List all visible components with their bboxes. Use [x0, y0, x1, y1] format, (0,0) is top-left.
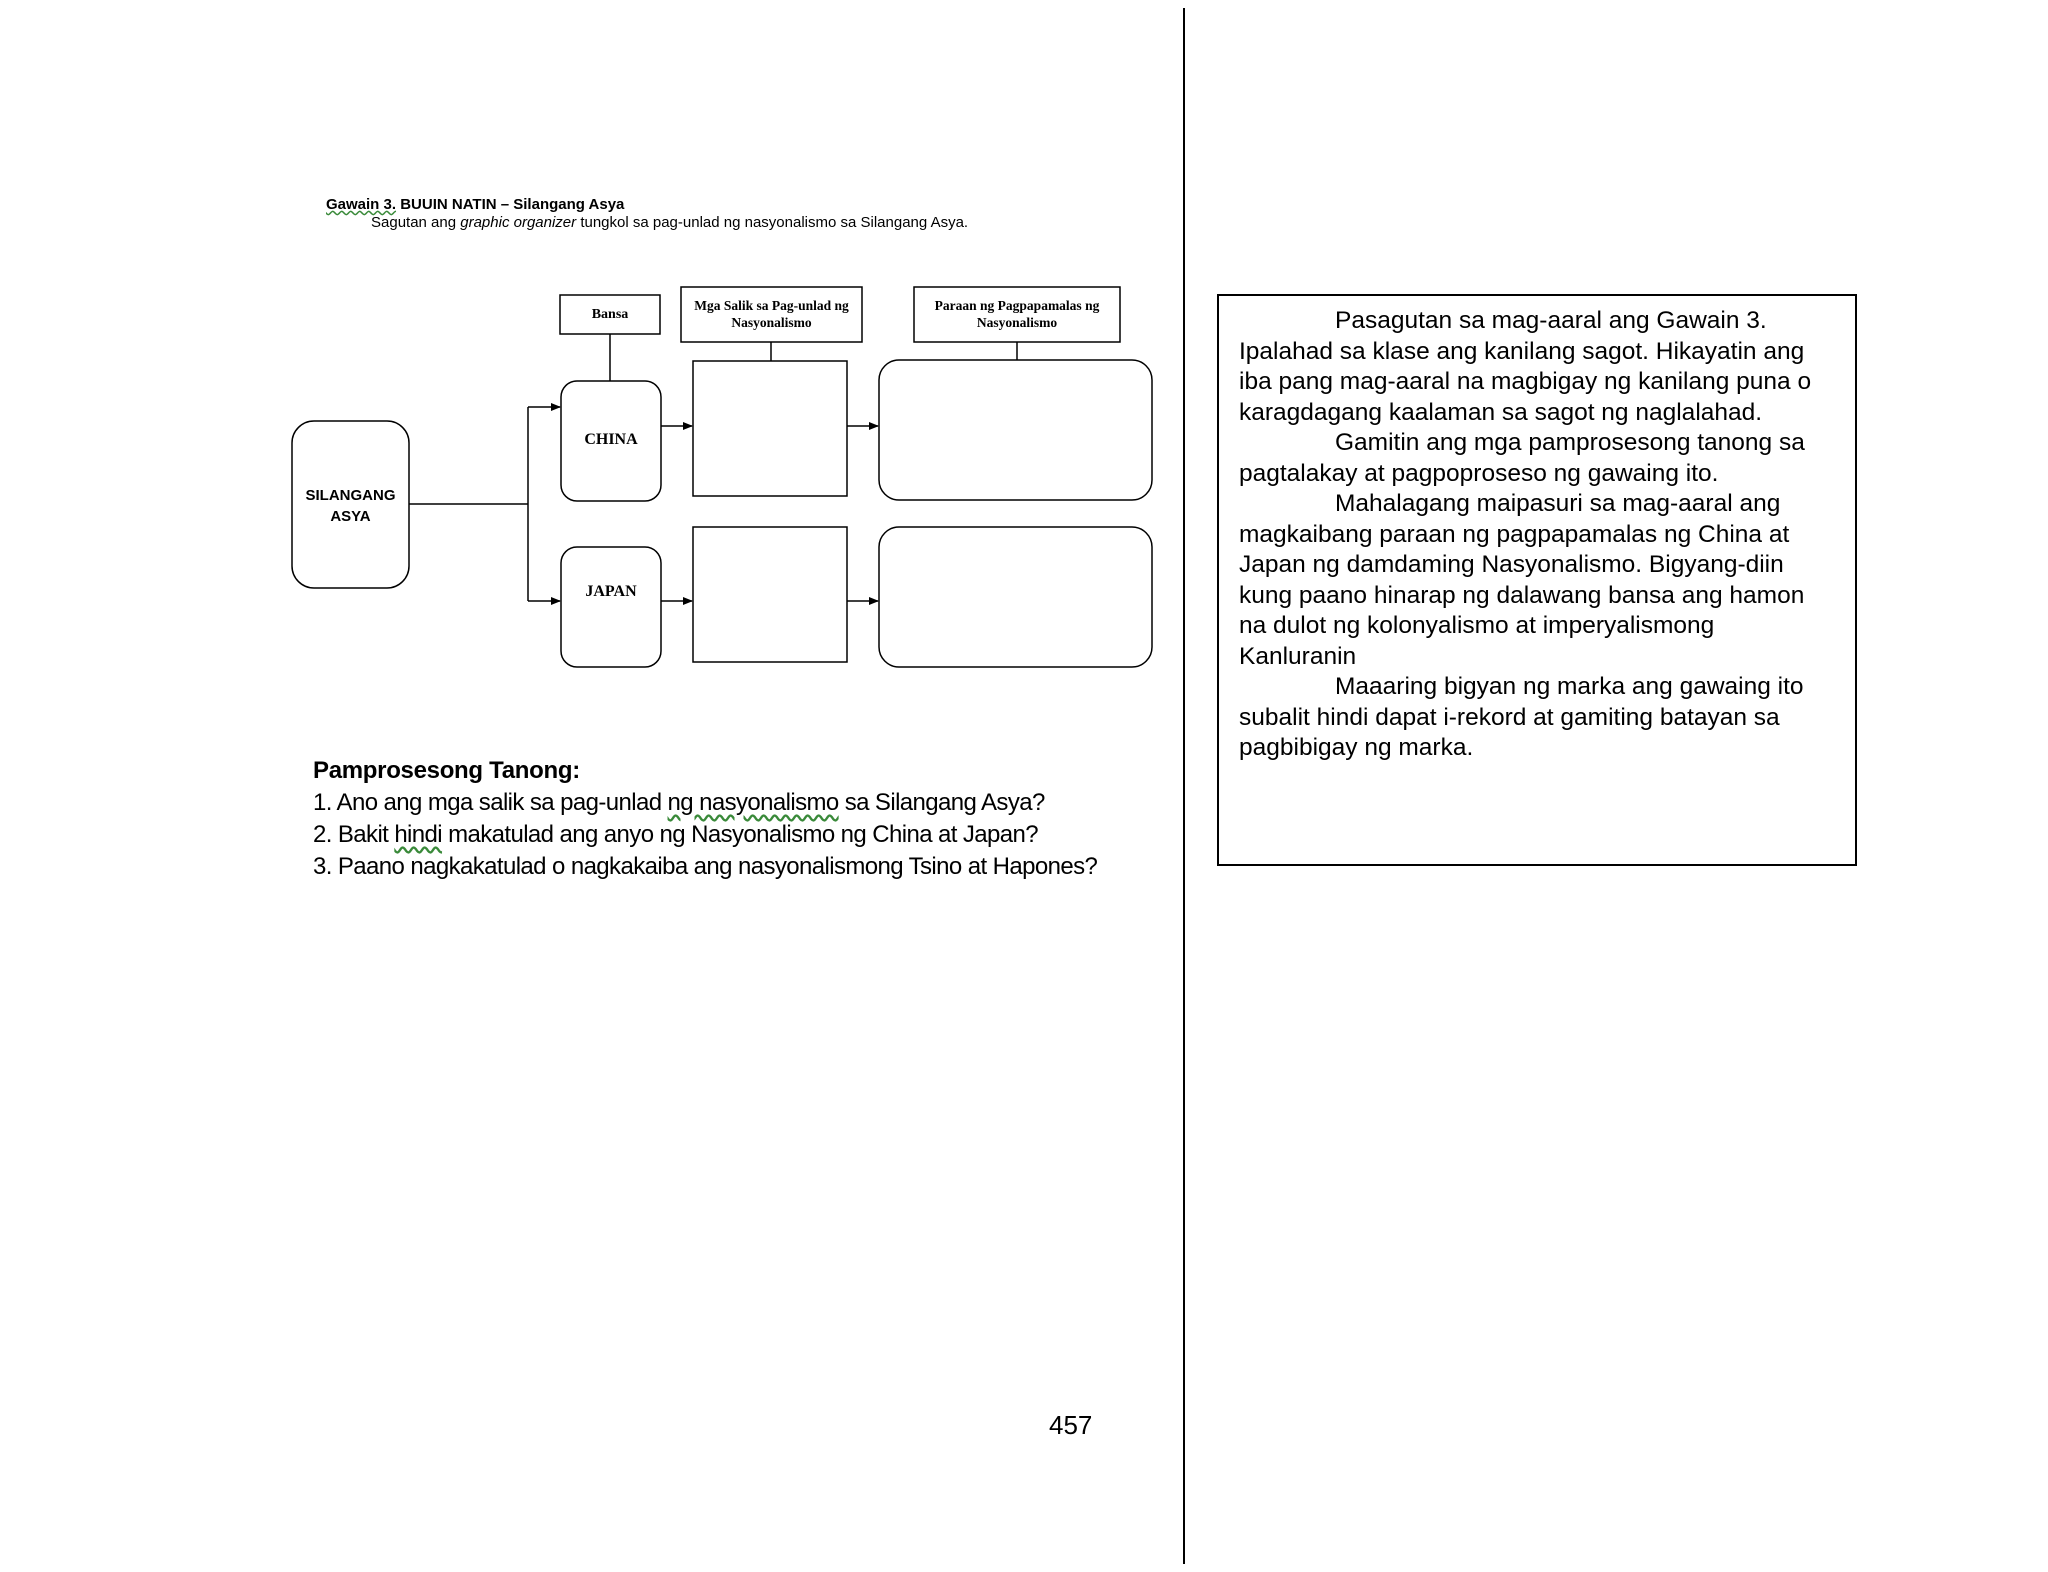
header-paraan: Paraan ng Pagpapamalas ng Nasyonalismo	[934, 297, 1100, 330]
note-paragraph-2: Gamitin ang mga pamprosesong tanong sa pagtalakay at pagpoproseso ng gawaing ito.	[1239, 429, 1805, 487]
question-1-part-1: 1. Ano ang mga salik sa pag-unlad	[313, 789, 668, 816]
root-label: SILANGANG ASYA	[305, 487, 396, 525]
question-1-part-3: sa Silangang Asya?	[838, 789, 1045, 816]
note-paragraph-1: Pasagutan sa mag-aaral ang Gawain 3. Ipalahad sa klase ang kanilang sagot. Hikayatin ang iba pang mag-aaral na magbigay ng kanilang puna o karagdagang kaalaman sa sagot ng naglalahad.	[1239, 307, 1812, 426]
note-paragraph-4: Maaaring bigyan ng marka ang gawaing ito subalit hindi dapat i-rekord at gamiting batayan sa pagbibigay ng marka.	[1239, 673, 1804, 761]
header-bansa: Bansa	[591, 306, 629, 322]
header-salik: Mga Salik sa Pag-unlad ng Nasyonalismo	[694, 297, 849, 330]
questions-title: Pamprosesong Tanong:	[313, 757, 580, 784]
question-3: 3. Paano nagkakatulad o nagkakaiba ang nasyonalismong Tsino at Hapones?	[313, 853, 1098, 880]
page-number: 457	[1049, 1410, 1093, 1440]
china-label: CHINA	[584, 431, 638, 448]
question-1-part-2: ng nasyonalismo	[667, 789, 839, 816]
activity-title-text: BUUIN NATIN – Silangang Asya	[396, 196, 625, 213]
japan-label: JAPAN	[585, 583, 637, 600]
instruction-part-2: tungkol sa pag-unlad ng nasyonalismo sa Silangang Asya.	[576, 214, 969, 231]
japan-salik-box	[693, 527, 847, 662]
question-2-part-2: hindi	[394, 821, 443, 848]
question-2	[313, 821, 1038, 849]
activity-prefix: Gawain 3.	[326, 196, 397, 213]
graphic-organizer	[0, 0, 1180, 700]
note-paragraph-3: Mahalagang maipasuri sa mag-aaral ang magkaibang paraan ng pagpapamalas ng China at Japan ng damdaming Nasyonalismo. Bigyang-diin kung paano hinarap ng dalawang bansa ang hamon na dulot ng kolonyalismo at imperyalismong Kanluranin	[1239, 490, 1805, 670]
japan-paraan-box	[879, 527, 1152, 667]
china-salik-box	[693, 361, 847, 496]
instruction-part-1: Sagutan ang	[371, 214, 461, 231]
instruction-italic: graphic organizer	[460, 214, 577, 231]
question-2-part-1: 2. Bakit	[313, 821, 395, 848]
question-1	[313, 789, 1045, 817]
teacher-note-box	[1217, 294, 1857, 866]
question-2-part-3: makatulad ang anyo ng Nasyonalismo ng China at Japan?	[442, 821, 1039, 848]
china-paraan-box	[879, 360, 1152, 500]
page-divider	[1183, 8, 1185, 1564]
